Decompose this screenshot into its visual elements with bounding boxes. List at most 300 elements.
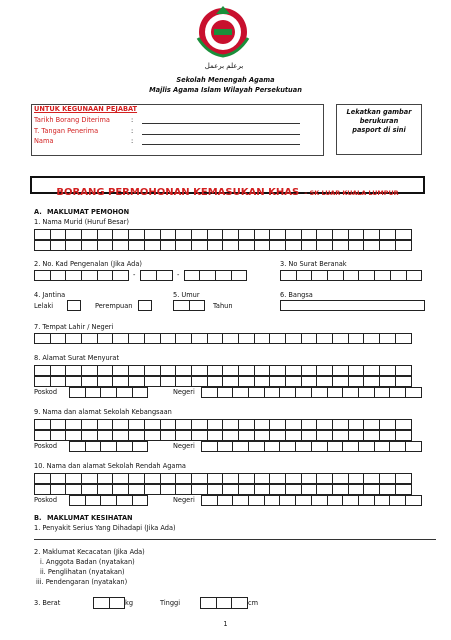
char-box[interactable] (231, 597, 248, 609)
char-box[interactable] (34, 240, 51, 251)
char-box[interactable] (160, 430, 177, 441)
char-box[interactable] (97, 484, 114, 495)
race-input[interactable] (280, 300, 425, 311)
char-box[interactable] (132, 441, 149, 452)
char-box[interactable] (207, 240, 224, 251)
char-box[interactable] (128, 229, 145, 240)
char-box[interactable] (327, 270, 344, 281)
char-box[interactable] (81, 365, 98, 376)
char-box[interactable] (348, 484, 365, 495)
char-box[interactable] (348, 240, 365, 251)
char-box[interactable] (207, 365, 224, 376)
char-box[interactable] (93, 597, 110, 609)
char-box[interactable] (332, 419, 349, 430)
char-box[interactable] (285, 473, 302, 484)
char-box[interactable] (173, 300, 190, 311)
char-box[interactable] (69, 441, 86, 452)
char-box[interactable] (34, 484, 51, 495)
char-box[interactable] (160, 229, 177, 240)
char-box[interactable] (279, 441, 296, 452)
char-box[interactable] (175, 419, 192, 430)
char-box[interactable] (248, 495, 265, 506)
char-box[interactable] (222, 376, 239, 387)
char-box[interactable] (50, 365, 67, 376)
sk-row2[interactable] (34, 430, 411, 441)
char-box[interactable] (285, 430, 302, 441)
char-box[interactable] (301, 419, 318, 430)
char-box[interactable] (175, 240, 192, 251)
address-postcode-boxes[interactable] (69, 387, 147, 398)
birthplace-boxes[interactable] (34, 333, 411, 344)
char-box[interactable] (97, 430, 114, 441)
char-box[interactable] (316, 376, 333, 387)
char-box[interactable] (379, 430, 396, 441)
char-box[interactable] (175, 365, 192, 376)
char-box[interactable] (175, 430, 192, 441)
birth-cert-boxes[interactable] (280, 270, 421, 281)
char-box[interactable] (34, 365, 51, 376)
char-box[interactable] (395, 240, 412, 251)
char-box[interactable] (222, 229, 239, 240)
char-box[interactable] (269, 484, 286, 495)
char-box[interactable] (128, 365, 145, 376)
char-box[interactable] (295, 387, 312, 398)
char-box[interactable] (238, 376, 255, 387)
char-box[interactable] (395, 484, 412, 495)
char-box[interactable] (279, 495, 296, 506)
char-box[interactable] (97, 333, 114, 344)
char-box[interactable] (97, 473, 114, 484)
char-box[interactable] (65, 484, 82, 495)
char-box[interactable] (254, 430, 271, 441)
char-box[interactable] (160, 376, 177, 387)
char-box[interactable] (363, 365, 380, 376)
char-box[interactable] (112, 473, 129, 484)
char-box[interactable] (343, 270, 360, 281)
char-box[interactable] (207, 430, 224, 441)
char-box[interactable] (65, 229, 82, 240)
char-box[interactable] (395, 419, 412, 430)
char-box[interactable] (316, 484, 333, 495)
char-box[interactable] (222, 484, 239, 495)
char-box[interactable] (301, 333, 318, 344)
char-box[interactable] (348, 430, 365, 441)
char-box[interactable] (316, 229, 333, 240)
char-box[interactable] (264, 495, 281, 506)
char-box[interactable] (301, 376, 318, 387)
char-box[interactable] (175, 473, 192, 484)
char-box[interactable] (160, 365, 177, 376)
char-box[interactable] (222, 240, 239, 251)
char-box[interactable] (97, 376, 114, 387)
char-box[interactable] (327, 441, 344, 452)
char-box[interactable] (191, 229, 208, 240)
char-box[interactable] (50, 376, 67, 387)
char-box[interactable] (327, 495, 344, 506)
char-box[interactable] (97, 419, 114, 430)
char-box[interactable] (285, 333, 302, 344)
char-box[interactable] (112, 484, 129, 495)
char-box[interactable] (160, 419, 177, 430)
char-box[interactable] (81, 333, 98, 344)
char-box[interactable] (50, 430, 67, 441)
sra-postcode-boxes[interactable] (69, 495, 147, 506)
char-box[interactable] (379, 419, 396, 430)
char-box[interactable] (132, 387, 149, 398)
char-box[interactable] (184, 270, 201, 281)
char-box[interactable] (222, 430, 239, 441)
char-box[interactable] (301, 240, 318, 251)
char-box[interactable] (215, 270, 232, 281)
char-box[interactable] (316, 430, 333, 441)
char-box[interactable] (175, 484, 192, 495)
char-box[interactable] (85, 387, 102, 398)
char-box[interactable] (201, 441, 218, 452)
char-box[interactable] (191, 333, 208, 344)
char-box[interactable] (363, 430, 380, 441)
char-box[interactable] (112, 229, 129, 240)
char-box[interactable] (254, 473, 271, 484)
height-boxes[interactable] (200, 597, 247, 609)
char-box[interactable] (65, 430, 82, 441)
char-box[interactable] (395, 473, 412, 484)
char-box[interactable] (222, 365, 239, 376)
char-box[interactable] (112, 365, 129, 376)
char-box[interactable] (301, 484, 318, 495)
char-box[interactable] (358, 495, 375, 506)
char-box[interactable] (81, 419, 98, 430)
char-box[interactable] (311, 270, 328, 281)
char-box[interactable] (332, 240, 349, 251)
char-box[interactable] (217, 441, 234, 452)
char-box[interactable] (144, 430, 161, 441)
char-box[interactable] (395, 229, 412, 240)
char-box[interactable] (112, 430, 129, 441)
char-box[interactable] (81, 229, 98, 240)
char-box[interactable] (189, 300, 206, 311)
char-box[interactable] (363, 376, 380, 387)
char-box[interactable] (379, 376, 396, 387)
char-box[interactable] (301, 473, 318, 484)
char-box[interactable] (316, 365, 333, 376)
char-box[interactable] (311, 387, 328, 398)
char-box[interactable] (112, 333, 129, 344)
char-box[interactable] (231, 270, 248, 281)
char-box[interactable] (144, 240, 161, 251)
char-box[interactable] (363, 473, 380, 484)
char-box[interactable] (144, 333, 161, 344)
char-box[interactable] (97, 240, 114, 251)
char-box[interactable] (358, 441, 375, 452)
char-box[interactable] (280, 270, 297, 281)
char-box[interactable] (69, 387, 86, 398)
char-box[interactable] (116, 387, 133, 398)
char-box[interactable] (222, 333, 239, 344)
char-box[interactable] (269, 430, 286, 441)
char-box[interactable] (238, 240, 255, 251)
age-boxes[interactable] (173, 300, 204, 311)
illness-line[interactable] (34, 539, 436, 540)
student-name-row2[interactable] (34, 240, 411, 251)
char-box[interactable] (222, 419, 239, 430)
char-box[interactable] (379, 365, 396, 376)
char-box[interactable] (69, 495, 86, 506)
char-box[interactable] (332, 229, 349, 240)
char-box[interactable] (254, 365, 271, 376)
char-box[interactable] (254, 229, 271, 240)
sra-row1[interactable] (34, 473, 411, 484)
char-box[interactable] (34, 333, 51, 344)
char-box[interactable] (301, 430, 318, 441)
char-box[interactable] (144, 365, 161, 376)
char-box[interactable] (50, 473, 67, 484)
char-box[interactable] (100, 495, 117, 506)
char-box[interactable] (65, 376, 82, 387)
char-box[interactable] (316, 333, 333, 344)
char-box[interactable] (395, 430, 412, 441)
char-box[interactable] (363, 240, 380, 251)
office-date-field[interactable] (142, 123, 300, 124)
char-box[interactable] (112, 376, 129, 387)
char-box[interactable] (97, 365, 114, 376)
char-box[interactable] (342, 387, 359, 398)
char-box[interactable] (316, 240, 333, 251)
char-box[interactable] (191, 430, 208, 441)
char-box[interactable] (81, 430, 98, 441)
char-box[interactable] (332, 365, 349, 376)
char-box[interactable] (238, 365, 255, 376)
char-box[interactable] (50, 484, 67, 495)
char-box[interactable] (238, 430, 255, 441)
char-box[interactable] (50, 240, 67, 251)
char-box[interactable] (342, 441, 359, 452)
char-box[interactable] (144, 376, 161, 387)
char-box[interactable] (81, 240, 98, 251)
char-box[interactable] (238, 333, 255, 344)
char-box[interactable] (363, 484, 380, 495)
char-box[interactable] (285, 229, 302, 240)
char-box[interactable] (405, 441, 422, 452)
char-box[interactable] (348, 419, 365, 430)
char-box[interactable] (201, 387, 218, 398)
char-box[interactable] (332, 430, 349, 441)
char-box[interactable] (81, 376, 98, 387)
sra-state-boxes[interactable] (201, 495, 421, 506)
char-box[interactable] (363, 419, 380, 430)
char-box[interactable] (112, 419, 129, 430)
char-box[interactable] (65, 419, 82, 430)
char-box[interactable] (97, 229, 114, 240)
char-box[interactable] (374, 270, 391, 281)
char-box[interactable] (269, 240, 286, 251)
char-box[interactable] (238, 484, 255, 495)
char-box[interactable] (316, 473, 333, 484)
char-box[interactable] (342, 495, 359, 506)
char-box[interactable] (217, 495, 234, 506)
char-box[interactable] (363, 229, 380, 240)
char-box[interactable] (285, 419, 302, 430)
char-box[interactable] (374, 495, 391, 506)
char-box[interactable] (85, 441, 102, 452)
char-box[interactable] (217, 387, 234, 398)
char-box[interactable] (405, 495, 422, 506)
gender-male-checkbox[interactable] (67, 300, 81, 311)
char-box[interactable] (348, 333, 365, 344)
char-box[interactable] (254, 484, 271, 495)
char-box[interactable] (128, 376, 145, 387)
char-box[interactable] (295, 441, 312, 452)
char-box[interactable] (207, 229, 224, 240)
char-box[interactable] (50, 270, 67, 281)
char-box[interactable] (316, 419, 333, 430)
char-box[interactable] (301, 365, 318, 376)
char-box[interactable] (207, 484, 224, 495)
char-box[interactable] (269, 473, 286, 484)
char-box[interactable] (160, 333, 177, 344)
char-box[interactable] (254, 333, 271, 344)
char-box[interactable] (269, 229, 286, 240)
char-box[interactable] (175, 376, 192, 387)
char-box[interactable] (238, 473, 255, 484)
char-box[interactable] (254, 419, 271, 430)
ic-number-boxes[interactable] (34, 270, 246, 281)
char-box[interactable] (248, 387, 265, 398)
char-box[interactable] (379, 333, 396, 344)
sk-postcode-boxes[interactable] (69, 441, 147, 452)
char-box[interactable] (160, 484, 177, 495)
char-box[interactable] (332, 484, 349, 495)
char-box[interactable] (332, 376, 349, 387)
char-box[interactable] (34, 430, 51, 441)
char-box[interactable] (116, 441, 133, 452)
char-box[interactable] (144, 229, 161, 240)
char-box[interactable] (112, 270, 129, 281)
char-box[interactable] (128, 333, 145, 344)
char-box[interactable] (34, 419, 51, 430)
student-name-row1[interactable] (34, 229, 411, 240)
char-box[interactable] (175, 333, 192, 344)
char-box[interactable] (348, 473, 365, 484)
char-box[interactable] (128, 430, 145, 441)
char-box[interactable] (144, 473, 161, 484)
char-box[interactable] (34, 229, 51, 240)
char-box[interactable] (207, 419, 224, 430)
char-box[interactable] (269, 365, 286, 376)
char-box[interactable] (238, 419, 255, 430)
char-box[interactable] (405, 387, 422, 398)
char-box[interactable] (232, 387, 249, 398)
char-box[interactable] (160, 240, 177, 251)
char-box[interactable] (395, 365, 412, 376)
char-box[interactable] (389, 441, 406, 452)
char-box[interactable] (34, 270, 51, 281)
office-signature-field[interactable] (142, 134, 300, 135)
char-box[interactable] (379, 229, 396, 240)
char-box[interactable] (65, 240, 82, 251)
char-box[interactable] (232, 495, 249, 506)
char-box[interactable] (296, 270, 313, 281)
char-box[interactable] (128, 473, 145, 484)
char-box[interactable] (191, 365, 208, 376)
char-box[interactable] (140, 270, 157, 281)
char-box[interactable] (132, 495, 149, 506)
char-box[interactable] (311, 441, 328, 452)
char-box[interactable] (254, 376, 271, 387)
char-box[interactable] (348, 365, 365, 376)
char-box[interactable] (379, 473, 396, 484)
char-box[interactable] (390, 270, 407, 281)
char-box[interactable] (269, 419, 286, 430)
char-box[interactable] (81, 484, 98, 495)
char-box[interactable] (100, 441, 117, 452)
sk-state-boxes[interactable] (201, 441, 421, 452)
char-box[interactable] (81, 270, 98, 281)
char-box[interactable] (34, 376, 51, 387)
char-box[interactable] (232, 441, 249, 452)
char-box[interactable] (406, 270, 423, 281)
char-box[interactable] (285, 376, 302, 387)
char-box[interactable] (395, 376, 412, 387)
char-box[interactable] (85, 495, 102, 506)
char-box[interactable] (191, 376, 208, 387)
char-box[interactable] (216, 597, 233, 609)
char-box[interactable] (199, 270, 216, 281)
char-box[interactable] (264, 441, 281, 452)
char-box[interactable] (285, 240, 302, 251)
char-box[interactable] (285, 484, 302, 495)
char-box[interactable] (207, 333, 224, 344)
char-box[interactable] (50, 419, 67, 430)
char-box[interactable] (65, 473, 82, 484)
char-box[interactable] (348, 376, 365, 387)
char-box[interactable] (201, 495, 218, 506)
char-box[interactable] (254, 240, 271, 251)
char-box[interactable] (332, 333, 349, 344)
char-box[interactable] (191, 419, 208, 430)
address-row2[interactable] (34, 376, 411, 387)
char-box[interactable] (191, 484, 208, 495)
gender-female-checkbox[interactable] (138, 300, 152, 311)
char-box[interactable] (116, 495, 133, 506)
char-box[interactable] (248, 441, 265, 452)
sra-row2[interactable] (34, 484, 411, 495)
char-box[interactable] (379, 240, 396, 251)
char-box[interactable] (395, 333, 412, 344)
char-box[interactable] (128, 240, 145, 251)
char-box[interactable] (191, 240, 208, 251)
char-box[interactable] (65, 270, 82, 281)
char-box[interactable] (160, 473, 177, 484)
char-box[interactable] (358, 270, 375, 281)
char-box[interactable] (301, 229, 318, 240)
char-box[interactable] (109, 597, 126, 609)
char-box[interactable] (156, 270, 173, 281)
char-box[interactable] (327, 387, 344, 398)
char-box[interactable] (379, 484, 396, 495)
char-box[interactable] (269, 333, 286, 344)
char-box[interactable] (374, 441, 391, 452)
char-box[interactable] (358, 387, 375, 398)
char-box[interactable] (81, 473, 98, 484)
office-name-field[interactable] (142, 144, 300, 145)
char-box[interactable] (50, 333, 67, 344)
char-box[interactable] (100, 387, 117, 398)
char-box[interactable] (285, 365, 302, 376)
char-box[interactable] (128, 484, 145, 495)
char-box[interactable] (50, 229, 67, 240)
char-box[interactable] (175, 229, 192, 240)
char-box[interactable] (128, 419, 145, 430)
